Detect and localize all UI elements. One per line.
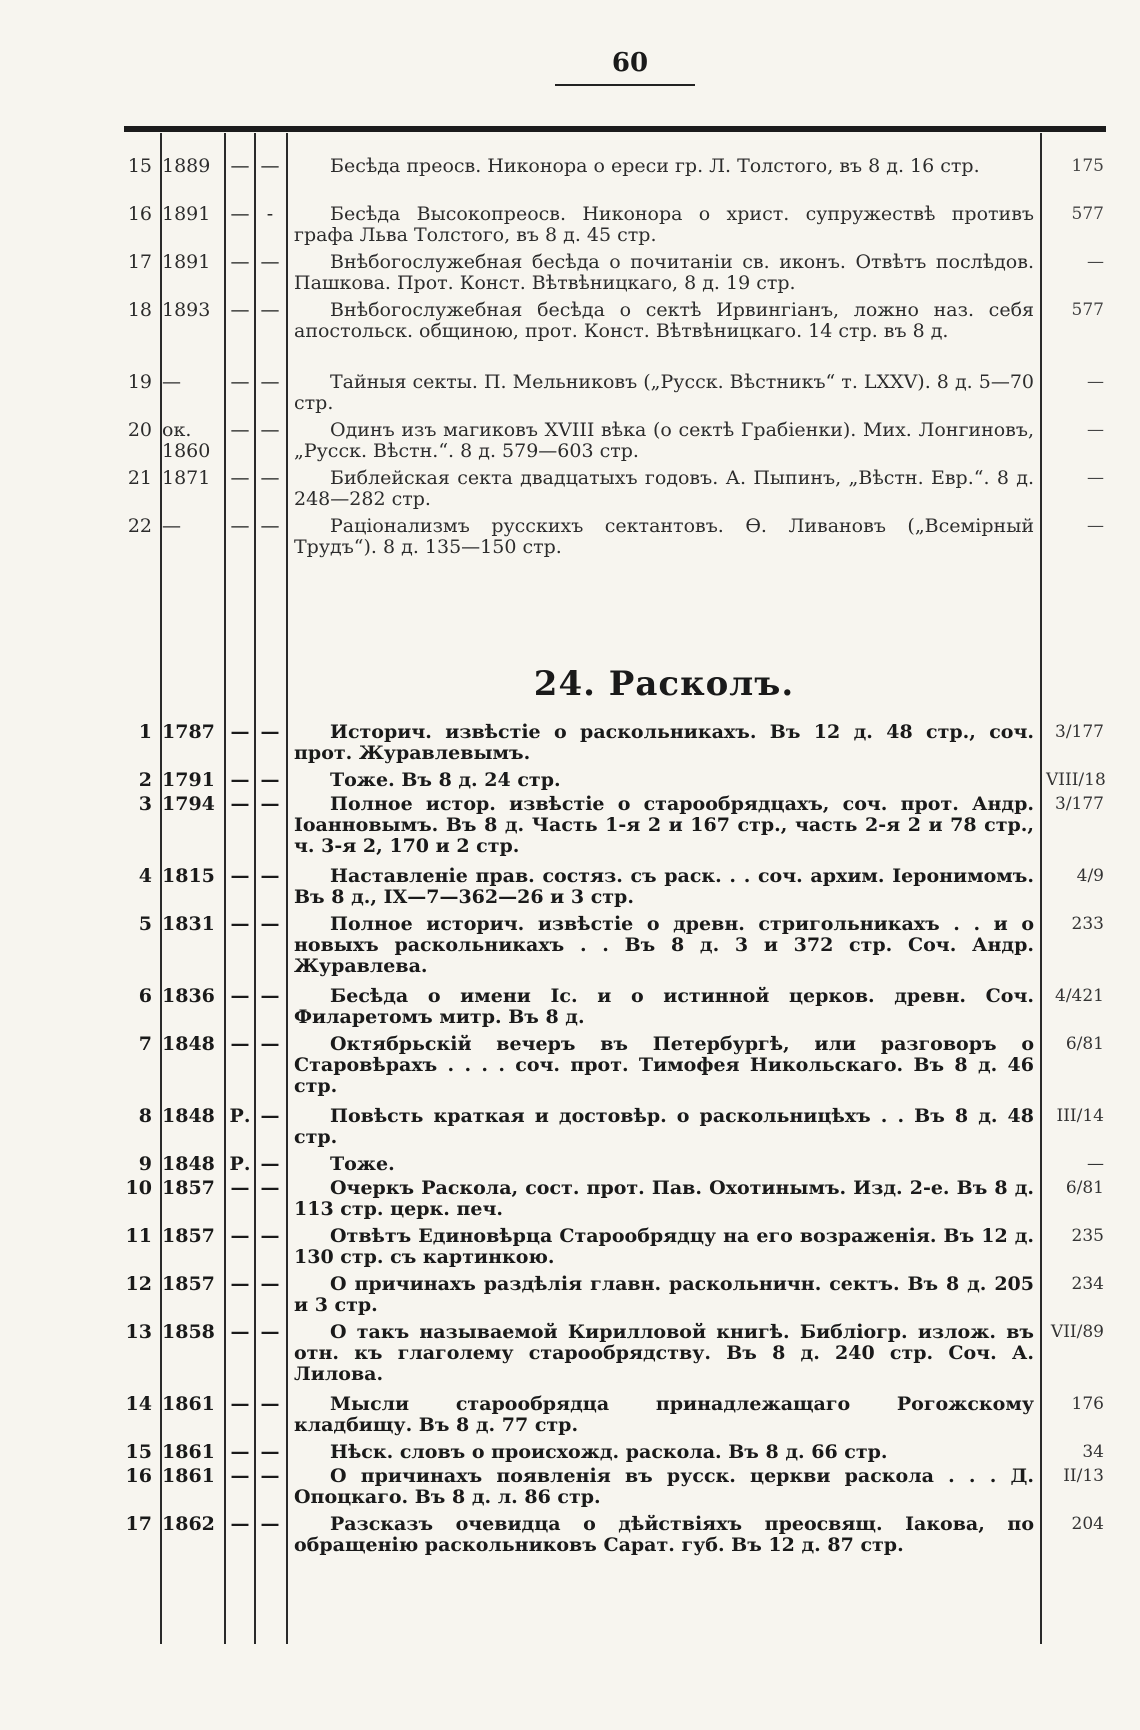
entry-number: 22 — [127, 515, 152, 537]
entry-mark: — — [260, 1225, 280, 1247]
entry-number: 13 — [125, 1321, 152, 1343]
entry-description: Полное историч. извѣстіе о древн. стригольникахъ . . и о новыхъ раскольникахъ . . Въ 8 д. 3 и 372 стр. Соч. Андр. Журавлева. — [294, 913, 1034, 977]
entry-format: — — [230, 371, 250, 393]
entry-year: — — [162, 515, 181, 537]
entry-format: — — [230, 299, 250, 321]
entry-description: О такъ называемой Кирилловой книгѣ. Библіогр. излож. въ отн. къ глаголему старообрядству. Въ 8 д. 240 стр. Соч. А. Лилова. — [294, 1321, 1034, 1385]
entry-reference: 577 — [1071, 204, 1104, 224]
entry-description: О причинахъ появленія въ русск. церкви раскола . . . Д. Опоцкаго. Въ 8 д. л. 86 стр. — [294, 1465, 1034, 1508]
entry-number: 16 — [125, 1465, 152, 1487]
entry-reference: — — [1087, 252, 1104, 272]
entry-reference: 204 — [1071, 1514, 1104, 1534]
entry-mark: — — [260, 371, 280, 393]
entry-description: Тоже. Въ 8 д. 24 стр. — [330, 769, 561, 791]
entry-description: Очеркъ Раскола, сост. прот. Пав. Охотинымъ. Изд. 2-е. Въ 8 д. 113 стр. церк. печ. — [294, 1177, 1034, 1220]
entry-number: 7 — [138, 1033, 152, 1055]
entry-format: — — [230, 1033, 250, 1055]
entry-year: 1862 — [162, 1513, 215, 1535]
entry-format: — — [230, 251, 250, 273]
entry-description: Разсказъ очевидца о дѣйствіяхъ преосвящ. Іакова, по обращенію раскольниковъ Сарат. губ. Въ 12 д. 87 стр. — [294, 1513, 1034, 1556]
entry-number: 17 — [125, 1513, 152, 1535]
column-divider — [286, 133, 288, 1644]
entry-number: 3 — [138, 793, 152, 815]
entry-mark: — — [260, 1321, 280, 1343]
page-number: 60 — [611, 48, 649, 78]
entry-year: 1848 — [162, 1153, 215, 1175]
entry-format: — — [230, 721, 250, 743]
entry-number: 15 — [127, 155, 152, 177]
entry-mark: — — [260, 299, 280, 321]
entry-mark: — — [260, 913, 280, 935]
entry-format: — — [230, 467, 250, 489]
entry-format: — — [230, 1393, 250, 1415]
entry-mark: — — [260, 1153, 280, 1175]
entry-description: О причинахъ раздѣлія главн. раскольничн. сектъ. Въ 8 д. 205 и 3 стр. — [294, 1273, 1034, 1316]
entry-year: 1891 — [162, 203, 211, 225]
entry-number: 19 — [127, 371, 152, 393]
entry-description: Внѣбогослужебная бесѣда о сектѣ Ирвингіанъ, ложно наз. себя апостольск. общиною, прот. Конст. Вѣтвѣницкаго. 14 стр. въ 8 д. — [294, 299, 1034, 342]
entry-mark: — — [260, 1513, 280, 1535]
entry-number: 18 — [127, 299, 152, 321]
entry-description: Тайныя секты. П. Мельниковъ („Русск. Вѣстникъ“ т. LXXV). 8 д. 5—70 стр. — [294, 371, 1034, 414]
entry-reference: 175 — [1071, 156, 1104, 176]
entry-mark: — — [260, 1393, 280, 1415]
entry-number: 12 — [125, 1273, 152, 1295]
entry-mark: — — [260, 1273, 280, 1295]
entry-mark: — — [260, 769, 280, 791]
entry-reference: — — [1087, 372, 1104, 392]
entry-reference: 6/81 — [1065, 1034, 1104, 1054]
entry-reference: 3/177 — [1055, 794, 1104, 814]
column-divider — [224, 133, 226, 1644]
entry-number: 5 — [138, 913, 152, 935]
header-rule — [124, 126, 1106, 132]
entry-reference: — — [1087, 420, 1104, 440]
entry-description: Бесѣда Высокопреосв. Никонора о христ. супружествѣ противъ графа Льва Толстого, въ 8 д. 45 стр. — [294, 203, 1034, 246]
entry-number: 17 — [127, 251, 152, 273]
entry-year: 1858 — [162, 1321, 215, 1343]
entry-number: 14 — [125, 1393, 152, 1415]
entry-year: 1836 — [162, 985, 215, 1007]
entry-reference: 176 — [1071, 1394, 1104, 1414]
entry-description: Наставленіе прав. состяз. съ раск. . . соч. архим. Іеронимомъ. Въ 8 д., IX—7—362—26 и 3 стр. — [294, 865, 1034, 908]
entry-format: — — [230, 793, 250, 815]
entry-mark: — — [260, 155, 280, 177]
entry-description: Библейская секта двадцатыхъ годовъ. А. Пыпинъ, „Вѣстн. Евр.“. 8 д. 248—282 стр. — [294, 467, 1034, 510]
entry-mark: — — [260, 251, 280, 273]
column-divider — [1040, 133, 1042, 1644]
entry-number: 15 — [125, 1441, 152, 1463]
entry-format: — — [230, 985, 250, 1007]
column-divider — [160, 133, 162, 1644]
entry-format: — — [230, 1273, 250, 1295]
entry-number: 9 — [138, 1153, 152, 1175]
entry-mark: — — [260, 985, 280, 1007]
entry-year: ок. 1860 — [162, 419, 211, 462]
entry-year: 1891 — [162, 251, 211, 273]
entry-format: — — [230, 1177, 250, 1199]
entry-reference: VIII/18 — [1046, 770, 1106, 790]
column-divider — [254, 133, 256, 1644]
entry-reference: 577 — [1071, 300, 1104, 320]
entry-format: Р. — [229, 1105, 251, 1127]
entry-reference: III/14 — [1056, 1106, 1104, 1126]
entry-year: 1871 — [162, 467, 211, 489]
entry-number: 2 — [138, 769, 152, 791]
entry-reference: 4/421 — [1055, 986, 1104, 1006]
entry-description: Нѣск. словъ о происхожд. раскола. Въ 8 д. 66 стр. — [330, 1441, 888, 1463]
entry-format: — — [230, 769, 250, 791]
entry-format: — — [230, 155, 250, 177]
entry-reference: — — [1087, 1154, 1104, 1174]
entry-format: — — [230, 1441, 250, 1463]
entry-year: 1857 — [162, 1273, 215, 1295]
entry-mark: — — [260, 1465, 280, 1487]
entry-year: 1857 — [162, 1225, 215, 1247]
entry-description: Повѣсть краткая и достовѣр. о раскольницѣхъ . . Въ 8 д. 48 стр. — [294, 1105, 1034, 1148]
entry-mark: — — [260, 793, 280, 815]
entry-number: 4 — [138, 865, 152, 887]
entry-reference: 6/81 — [1065, 1178, 1104, 1198]
entry-reference: 233 — [1071, 914, 1104, 934]
entry-number: 6 — [138, 985, 152, 1007]
entry-description: Бесѣда о имени Іс. и о истинной церков. древн. Соч. Филаретомъ митр. Въ 8 д. — [294, 985, 1034, 1028]
entry-year: 1848 — [162, 1033, 215, 1055]
entry-year: 1889 — [162, 155, 211, 177]
entry-year: 1815 — [162, 865, 215, 887]
entry-number: 1 — [138, 721, 152, 743]
entry-format: Р. — [229, 1153, 251, 1175]
entry-number: 8 — [138, 1105, 152, 1127]
entry-number: 16 — [127, 203, 152, 225]
entry-mark: — — [260, 721, 280, 743]
entry-year: 1791 — [162, 769, 215, 791]
entry-description: Внѣбогослужебная бесѣда о почитаніи св. иконъ. Отвѣтъ послѣдов. Пашкова. Прот. Конст. Вѣтвѣницкаго, 8 д. 19 стр. — [294, 251, 1034, 294]
entry-number: 11 — [125, 1225, 152, 1247]
entry-mark: — — [260, 467, 280, 489]
entry-mark: — — [260, 419, 280, 441]
entry-mark: - — [266, 203, 274, 225]
entry-year: 1861 — [162, 1465, 215, 1487]
entry-year: 1861 — [162, 1441, 215, 1463]
entry-description: Историч. извѣстіе о раскольникахъ. Въ 12 д. 48 стр., соч. прот. Журавлевымъ. — [294, 721, 1034, 764]
entry-year: 1857 — [162, 1177, 215, 1199]
entry-mark: — — [260, 515, 280, 537]
entry-description: Одинъ изъ магиковъ XVIII вѣка (о сектѣ Грабіенки). Мих. Лонгиновъ, „Русск. Вѣстн.“. 8 д. 579—603 стр. — [294, 419, 1034, 462]
entry-format: — — [230, 1225, 250, 1247]
entry-number: 10 — [125, 1177, 152, 1199]
entry-mark: — — [260, 865, 280, 887]
entry-description: Отвѣтъ Единовѣрца Старообрядцу на его возраженія. Въ 12 д. 130 стр. съ картинкою. — [294, 1225, 1034, 1268]
entry-format: — — [230, 913, 250, 935]
section-heading: 24. Расколъ. — [533, 664, 795, 704]
entry-mark: — — [260, 1033, 280, 1055]
entry-year: 1831 — [162, 913, 215, 935]
entry-reference: II/13 — [1063, 1466, 1104, 1486]
entry-format: — — [230, 1321, 250, 1343]
entry-year: 1787 — [162, 721, 215, 743]
entry-reference: 235 — [1071, 1226, 1104, 1246]
entry-mark: — — [260, 1441, 280, 1463]
entry-format: — — [230, 1513, 250, 1535]
entry-year: 1861 — [162, 1393, 215, 1415]
entry-description: Мысли старообрядца принадлежащаго Рогожскому кладбищу. Въ 8 д. 77 стр. — [294, 1393, 1034, 1436]
entry-format: — — [230, 865, 250, 887]
entry-format: — — [230, 515, 250, 537]
page-number-rule — [555, 84, 695, 86]
entry-reference: — — [1087, 468, 1104, 488]
entry-description: Октябрьскій вечеръ въ Петербургѣ, или разговоръ о Старовѣрахъ . . . . соч. прот. Тимофея Никольскаго. Въ 8 д. 46 стр. — [294, 1033, 1034, 1097]
entry-reference: 4/9 — [1076, 866, 1104, 886]
entry-description: Тоже. — [330, 1153, 395, 1175]
entry-reference: 234 — [1071, 1274, 1104, 1294]
entry-mark: — — [260, 1177, 280, 1199]
entry-year: — — [162, 371, 181, 393]
entry-number: 20 — [127, 419, 152, 441]
entry-description: Раціонализмъ русскихъ сектантовъ. Ѳ. Ливановъ („Всемірный Трудъ“). 8 д. 135—150 стр. — [294, 515, 1034, 558]
entry-description: Бесѣда преосв. Никонора о ереси гр. Л. Толстого, въ 8 д. 16 стр. — [330, 155, 980, 177]
entry-format: — — [230, 419, 250, 441]
entry-year: 1893 — [162, 299, 211, 321]
entry-reference: 3/177 — [1055, 722, 1104, 742]
entry-number: 21 — [127, 467, 152, 489]
entry-mark: — — [260, 1105, 280, 1127]
entry-reference: VII/89 — [1050, 1322, 1104, 1342]
entry-year: 1848 — [162, 1105, 215, 1127]
entry-format: — — [230, 1465, 250, 1487]
entry-reference: — — [1087, 516, 1104, 536]
entry-description: Полное истор. извѣстіе о старообрядцахъ, соч. прот. Андр. Іоанновымъ. Въ 8 д. Часть 1-я 2 и 167 стр., часть 2-я 2 и 78 стр., ч. 3-я 2, 170 и 2 стр. — [294, 793, 1034, 857]
entry-year: 1794 — [162, 793, 215, 815]
entry-format: — — [230, 203, 250, 225]
entry-reference: 34 — [1082, 1442, 1104, 1462]
